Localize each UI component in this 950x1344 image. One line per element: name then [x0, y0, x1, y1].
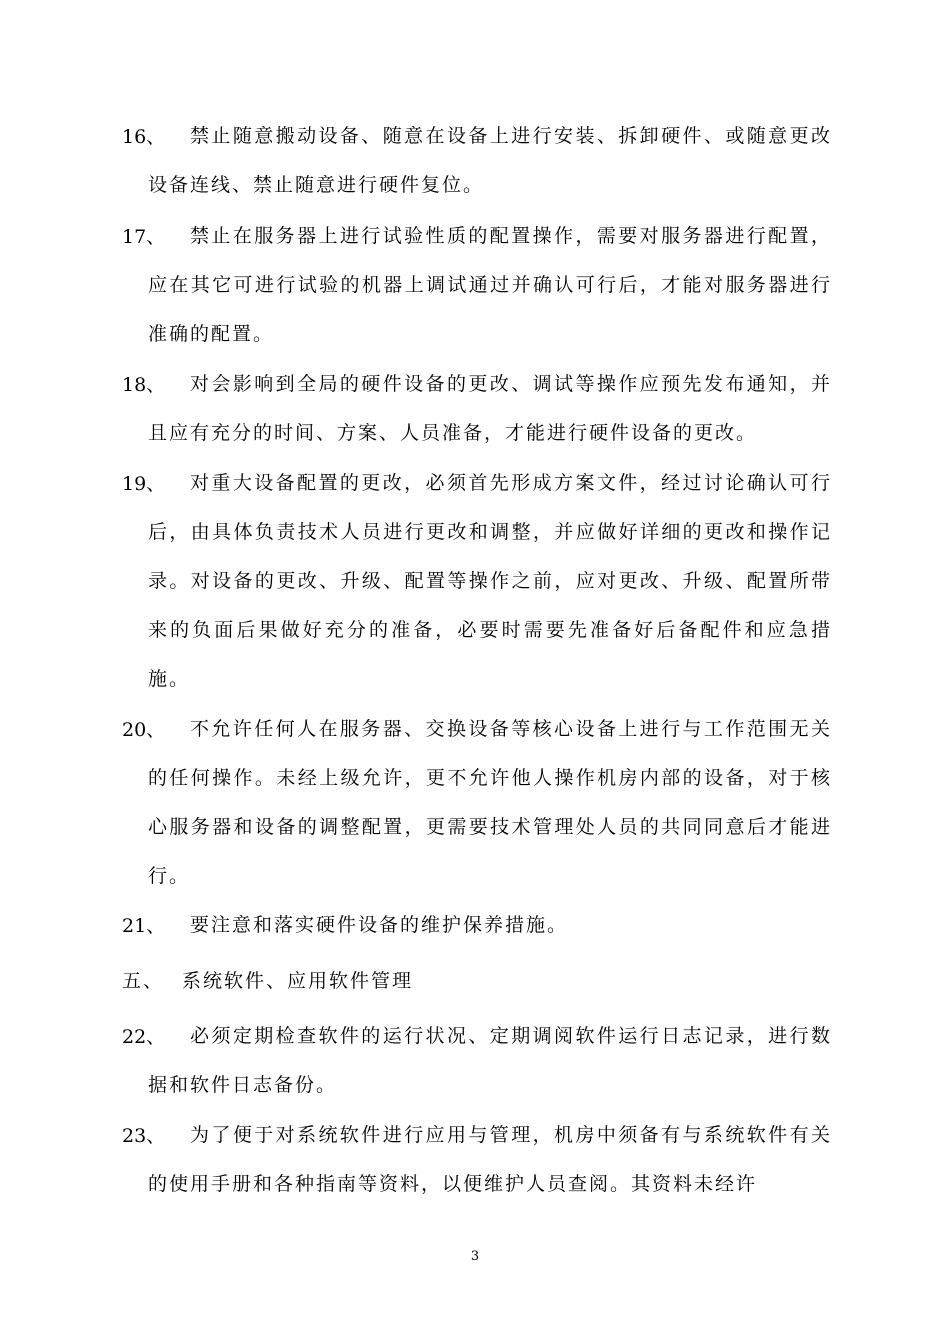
section-heading — [122, 966, 832, 996]
list-item-16 — [122, 122, 832, 210]
list-item-19 — [122, 469, 832, 704]
item-text: 禁止随意搬动设备、随意在设备上进行安装、拆卸硬件、或随意更改设备连线、禁止随意进行硬件复位。 — [148, 125, 832, 196]
item-text: 不允许任何人在服务器、交换设备等核心设备上进行与工作范围无关的任何操作。未经上级允许，更不允许他人操作机房内部的设备，对于核心服务器和设备的调整配置，更需要技术管理处人员的共同同意后才能进行。 — [148, 718, 832, 887]
item-number: 23、 — [122, 1125, 166, 1147]
item-text: 对会影响到全局的硬件设备的更改、调试等操作应预先发布通知，并且应有充分的时间、方案、人员准备，才能进行硬件设备的更改。 — [148, 373, 832, 444]
item-number: 20、 — [122, 719, 166, 741]
list-item-20 — [122, 715, 832, 901]
item-number: 17、 — [122, 226, 166, 248]
list-item-22 — [122, 1022, 832, 1110]
list-item-21 — [122, 911, 832, 950]
list-item-18 — [122, 370, 832, 458]
list-item-23 — [122, 1121, 832, 1209]
item-number: 21、 — [122, 915, 166, 937]
list-item-17 — [122, 222, 832, 359]
page-number: 3 — [470, 1249, 480, 1264]
item-number: 22、 — [122, 1026, 166, 1048]
item-text: 要注意和落实硬件设备的维护保养措施。 — [190, 914, 569, 936]
section-title: 系统软件、应用软件管理 — [182, 970, 414, 992]
item-text: 必须定期检查软件的运行状况、定期调阅软件运行日志记录，进行数据和软件日志备份。 — [148, 1025, 832, 1096]
item-number: 19、 — [122, 473, 166, 495]
section-number: 五、 — [122, 970, 165, 992]
item-text: 对重大设备配置的更改，必须首先形成方案文件，经过讨论确认可行后，由具体负责技术人员进行更改和调整，并应做好详细的更改和操作记录。对设备的更改、升级、配置等操作之前，应对更改、升级、配置所带来的负面后果做好充分的准备，必要时需要先准备好后备配件和应急措施。 — [148, 472, 832, 690]
item-number: 18、 — [122, 374, 166, 396]
item-number: 16、 — [122, 126, 166, 148]
item-text: 禁止在服务器上进行试验性质的配置操作，需要对服务器进行配置，应在其它可进行试验的机器上调试通过并确认可行后，才能对服务器进行准确的配置。 — [148, 225, 832, 345]
item-text: 为了便于对系统软件进行应用与管理，机房中须备有与系统软件有关的使用手册和各种指南等资料，以便维护人员查阅。其资料未经许 — [148, 1124, 832, 1195]
